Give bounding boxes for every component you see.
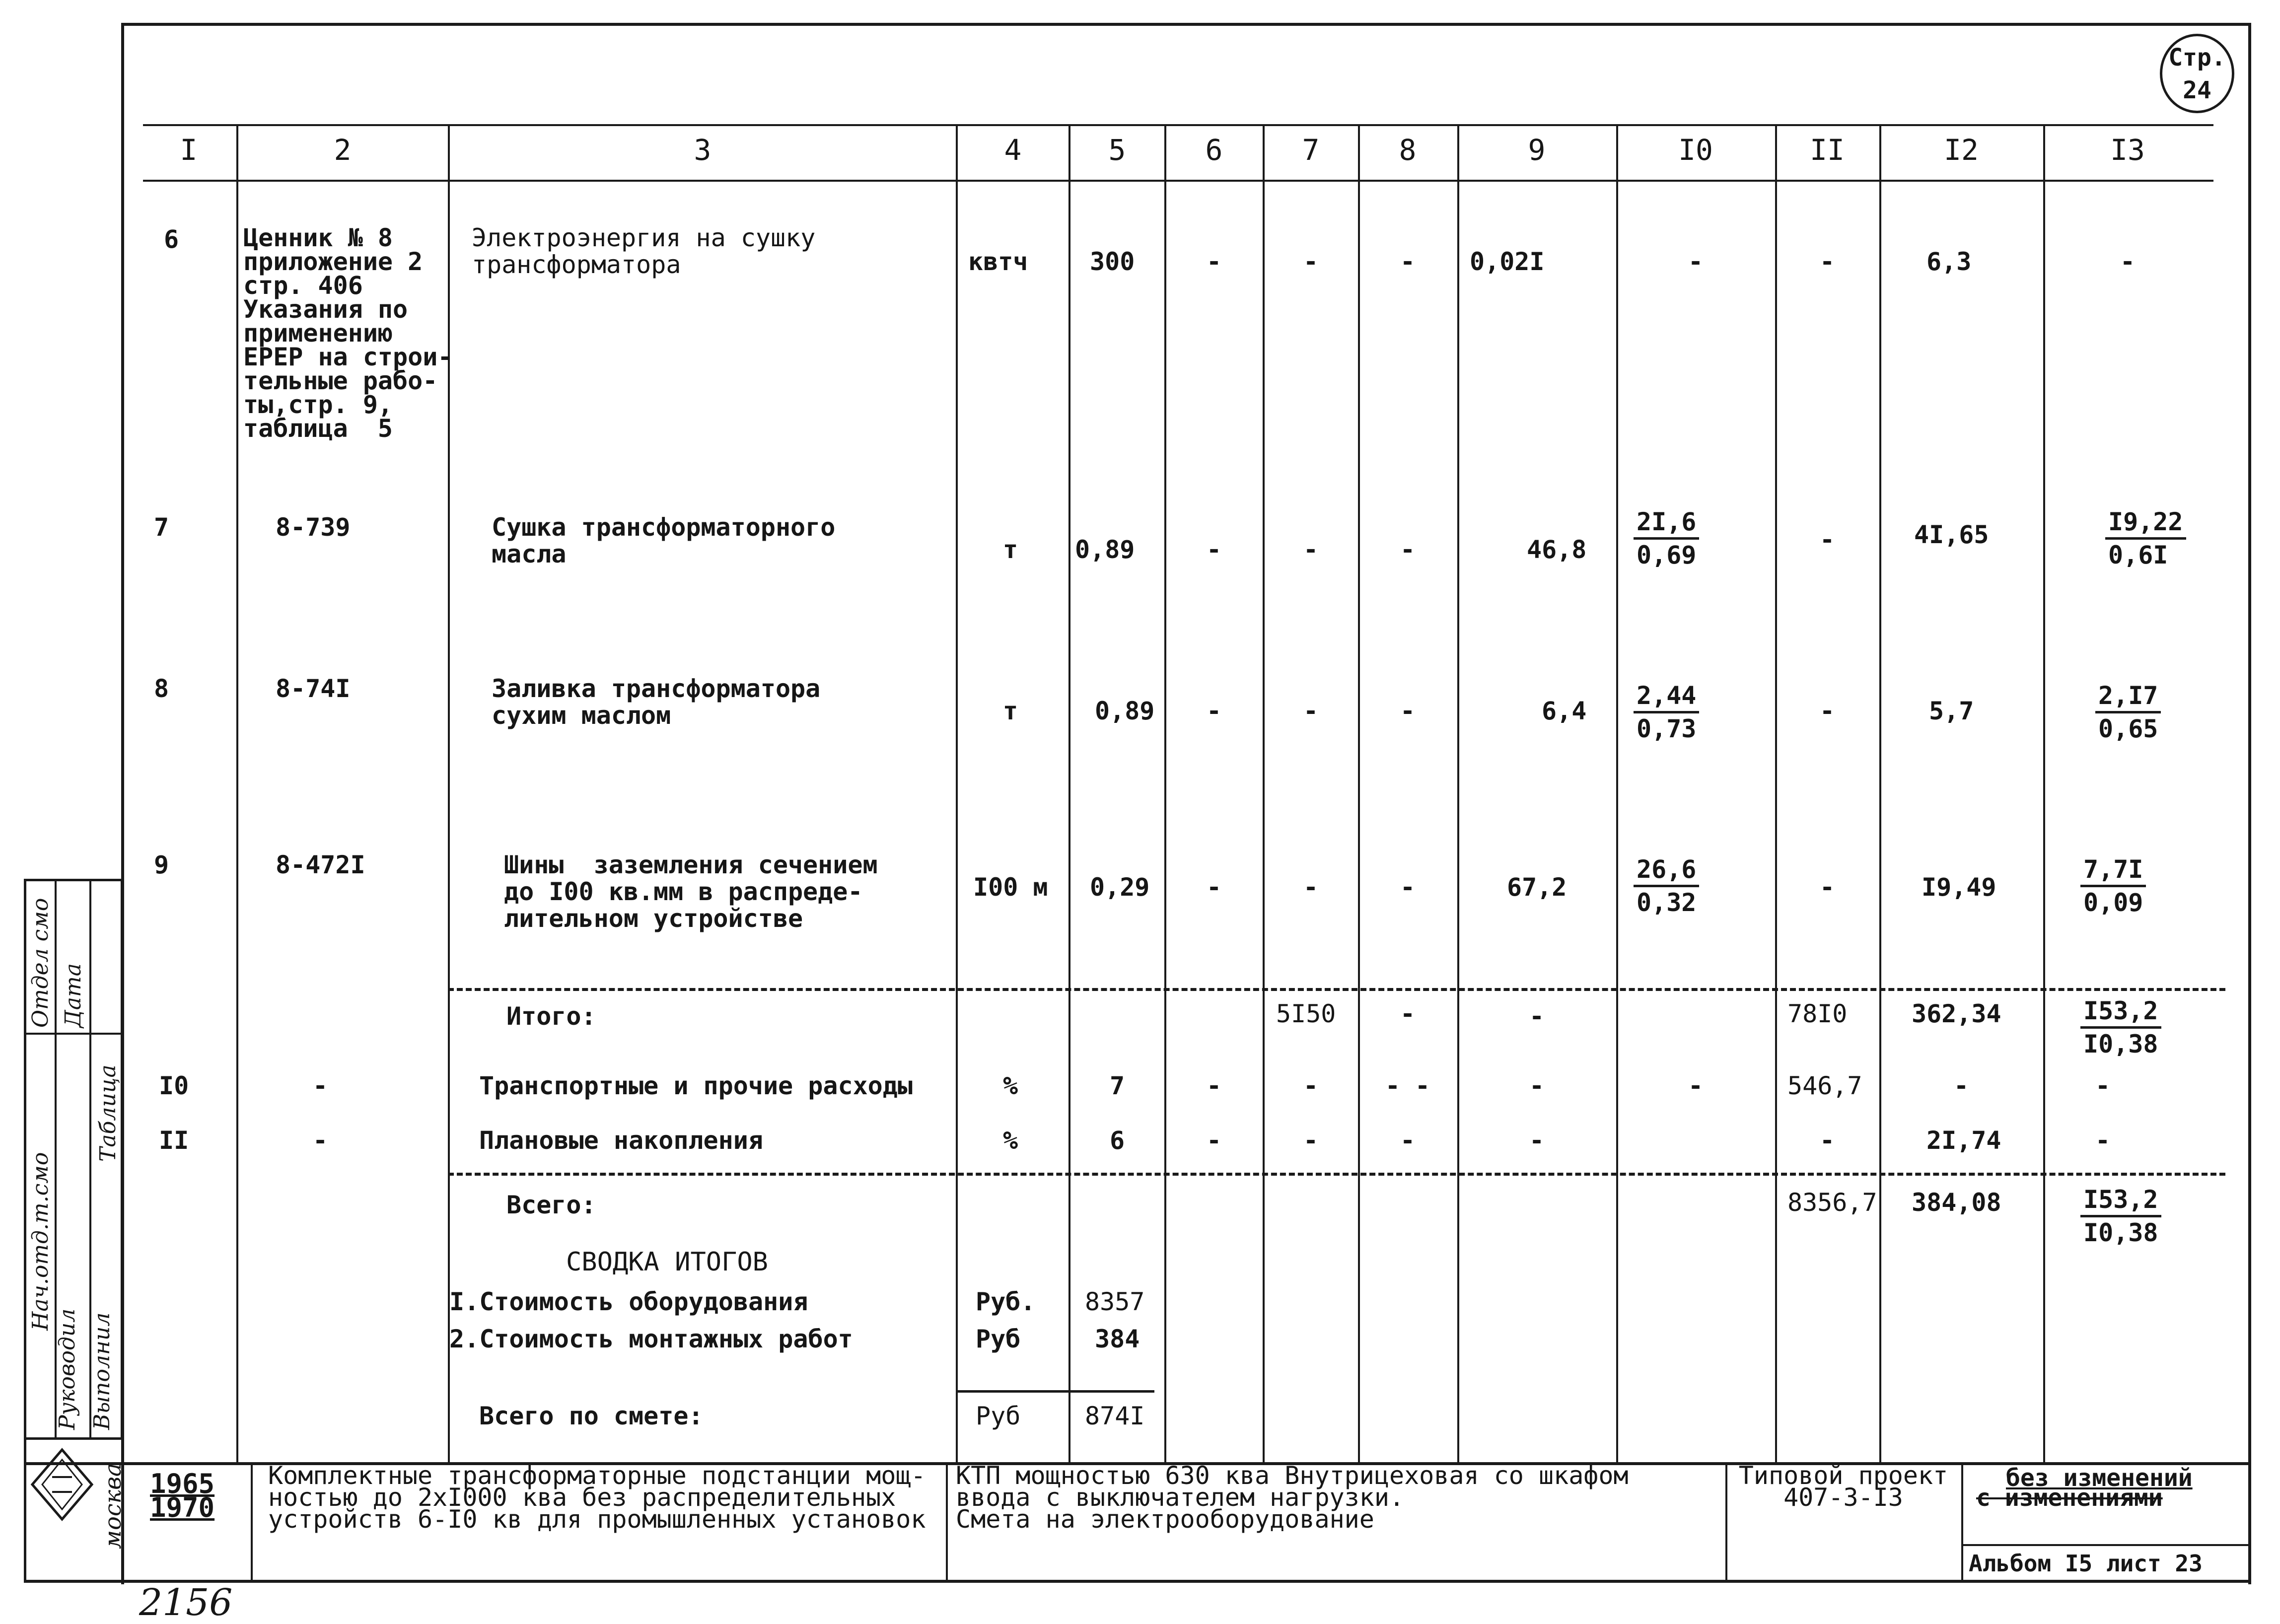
row-name: Сушка трансформаторного масла [492,513,836,568]
col-line [1358,124,1360,1462]
col-header-5: 5 [1108,133,1126,167]
summary-line2: 2.Стоимость монтажных работ [449,1325,853,1353]
row-name: Заливка трансформатора сухим маслом [492,674,821,730]
cell-10: - [1688,1071,1704,1100]
cell-12: 2I,74 [1926,1126,2001,1155]
sheet-number: 2156 [139,1581,233,1624]
cell-13-bottom: 0,09 [2083,888,2143,917]
itogo-col11: 78I0 [1787,999,1848,1028]
stamp-bottom-line [24,1580,2251,1583]
cell-13-bottom: 0,65 [2098,714,2158,743]
stamp-line [1961,1462,1963,1581]
row-qty: 6 [1110,1126,1125,1155]
col-line [1775,124,1777,1462]
side-label-done: Выполнил [89,1312,115,1430]
itogo-col12: 362,34 [1912,999,2001,1028]
stamp-title: Комплектные трансформаторные подстанции мощ- ностью до 2xI000 ква без распределительных устройств 6-I0 кв для промышленных установок [268,1461,926,1534]
summary-total-line [956,1390,1154,1393]
cell-13-top: 2,I7 [2095,680,2161,713]
cell-11: - [1819,525,1835,554]
cell-10-top: 26,6 [1634,854,1699,887]
cell-11: - [1819,697,1835,725]
cell-10-fraction [1634,680,1699,744]
row-name: Плановые накопления [479,1126,763,1155]
col-line [1263,124,1265,1462]
cell-6: - [1206,873,1222,902]
cell-12: - [1953,1071,1969,1100]
cell-6: - [1206,1071,1222,1100]
col-line [1164,124,1166,1462]
cell-6: - [1206,697,1222,725]
col-header-1: I [180,133,198,167]
stamp-line [1961,1544,2251,1546]
itogo-col13-fraction [2080,995,2161,1059]
cell-11: 546,7 [1787,1071,1862,1100]
header-bottom-line [143,180,2213,182]
row-number: 9 [154,850,169,879]
col-header-8: 8 [1399,133,1417,167]
cell-13-bottom: 0,6I [2108,541,2168,569]
side-label-dept: Отдел смо [28,898,53,1028]
row-reference: - [313,1126,328,1155]
row-number: 7 [154,513,169,542]
stamp-project: Типовой проект 407-3-I3 [1738,1461,1948,1512]
row-name: Транспортные и прочие расходы [479,1071,913,1100]
row-number: 6 [164,225,179,254]
cell-6: - [1206,1126,1222,1155]
side-label-table: Таблица [95,1064,121,1162]
col-line [956,124,958,1462]
summary-line1: I.Стоимость оборудования [449,1287,808,1316]
cell-7: - [1303,1071,1319,1100]
cell-13-top: 7,7I [2080,854,2146,887]
cell-13-fraction [2095,680,2161,744]
cell-10-fraction [1634,854,1699,918]
cell-7: - [1303,247,1319,276]
side-label-head: Нач.отд.т.смо [28,1152,53,1331]
stamp-status-2: с изменениями [1976,1484,2163,1512]
summary-total-label: Всего по смете: [479,1402,704,1430]
cell-12: I9,49 [1922,873,1996,902]
cell-12: 4I,65 [1914,520,1989,549]
cell-10-top: 2I,6 [1634,506,1699,540]
cell-13-fraction [2080,854,2146,918]
itogo-col13-top: I53,2 [2080,995,2161,1029]
cell-10-bottom: 0,69 [1637,541,1697,569]
cell-9: 67,2 [1507,873,1567,902]
row-reference: - [313,1071,328,1100]
cell-10-bottom: 0,32 [1637,888,1697,917]
stamp-years: 1965 1970 [150,1468,215,1523]
cell-12: 6,3 [1926,247,1972,276]
col-header-7: 7 [1302,133,1320,167]
stamp-subject: КТП мощностью 630 ква Внутрицеховая со шкафом ввода с выключателем нагрузки. Смета на электрооборудование [956,1461,1629,1534]
col-header-6: 6 [1205,133,1223,167]
itogo-col7: 5I50 [1276,999,1336,1028]
cell-9: 46,8 [1527,535,1587,564]
row-unit: % [1003,1126,1018,1155]
cell-8: - [1400,873,1416,902]
col-header-9: 9 [1528,133,1546,167]
row-number: I0 [159,1071,189,1100]
col-line [1069,124,1070,1462]
col-line [1616,124,1618,1462]
cell-10-fraction [1634,506,1699,570]
cell-9: 0,02I [1470,247,1545,276]
row-qty: 0,89 [1095,697,1155,725]
row-name: Шины заземления сечением до I00 кв.мм в распреде- лительном устройстве [504,850,878,933]
col-header-4: 4 [1004,133,1022,167]
row-qty: 300 [1090,247,1135,276]
page-label: Стр. 24 [2160,34,2234,113]
vsego-col11: 8356,7 [1787,1188,1877,1217]
col-line [1879,124,1881,1462]
row-reference: 8-74I [276,674,351,703]
col-header-11: II [1810,133,1845,167]
stamp-status-1: без изменений [2006,1464,2193,1492]
cell-9: - [1529,1126,1545,1155]
col-header-13: I3 [2110,133,2145,167]
cell-13-top: I9,22 [2105,506,2186,540]
cell-6: - [1206,247,1222,276]
cell-13: - [2120,247,2136,276]
cell-8: - [1400,1126,1416,1155]
cell-6: - [1206,535,1222,564]
col-header-2: 2 [334,133,352,167]
cell-11: - [1819,247,1835,276]
row-number: 8 [154,674,169,703]
cell-8: - [1400,247,1416,276]
vsego-col12: 384,08 [1912,1188,2001,1217]
cell-7: - [1303,697,1319,725]
summary-line1-unit: Руб. [976,1287,1036,1316]
row-unit: квтч [968,247,1028,276]
institute-logo-icon [30,1447,94,1522]
row-qty: 0,89 [1075,535,1135,564]
cell-11: - [1819,873,1835,902]
col-header-3: 3 [694,133,712,167]
vsego-col13-fraction [2080,1184,2161,1248]
cell-12: 5,7 [1929,697,1974,725]
stamp-line [24,1440,26,1581]
cell-10-bottom: 0,73 [1637,714,1697,743]
summary-line2-value: 384 [1095,1325,1140,1353]
stamp-line [251,1462,253,1581]
cell-7: - [1303,873,1319,902]
cell-11: - [1819,1126,1835,1155]
row-reference: Ценник № 8 приложение 2 стр. 406 Указания по применению ЕРЕР на строи- тельные рабо- ты,стр. 9, таблица 5 [243,223,453,443]
row-unit: I00 м [973,873,1048,902]
row-reference: 8-739 [276,513,351,542]
itogo-label: Итого: [506,1002,596,1031]
col-header-10: I0 [1678,133,1713,167]
header-top-line [143,124,2213,126]
summary-title: СВОДКА ИТОГОВ [566,1247,768,1277]
summary-line2-unit: Руб [976,1325,1021,1353]
col-line [236,124,238,1462]
side-label-date: Дата [61,963,86,1028]
row-unit: т [1003,535,1018,564]
vsego-col13-bottom: I0,38 [2083,1218,2158,1247]
cell-7: - [1303,535,1319,564]
vsego-label: Всего: [506,1191,596,1219]
itogo-col9: - [1529,1002,1545,1031]
cell-8: - - [1385,1071,1430,1100]
summary-total-unit: Руб [976,1402,1021,1430]
col-line [2043,124,2045,1462]
itogo-col8: - [1400,999,1416,1028]
dashed-separator [448,1173,2225,1176]
row-unit: % [1003,1071,1018,1100]
row-reference: 8-472I [276,850,365,879]
cell-7: - [1303,1126,1319,1155]
summary-total-value: 874I [1085,1402,1145,1430]
row-qty: 7 [1110,1071,1125,1100]
side-label-lead: Руководил [55,1308,80,1430]
itogo-col13-bottom: I0,38 [2083,1030,2158,1059]
row-qty: 0,29 [1090,873,1150,902]
cell-10: - [1688,247,1704,276]
row-number: II [159,1126,189,1155]
col-line [1457,124,1459,1462]
cell-9: - [1529,1071,1545,1100]
cell-13: - [2095,1126,2111,1155]
cell-9: 6,4 [1542,697,1587,725]
cell-10-top: 2,44 [1634,680,1699,713]
row-unit: т [1003,697,1018,725]
stamp-album: Альбом I5 лист 23 [1969,1550,2203,1577]
stamp-line [946,1462,948,1581]
summary-line1-value: 8357 [1085,1287,1145,1316]
cell-8: - [1400,697,1416,725]
approval-strip-line [24,1033,123,1035]
cell-13-fraction [2105,506,2186,570]
cell-8: - [1400,535,1416,564]
vsego-col13-top: I53,2 [2080,1184,2161,1217]
cell-13: - [2095,1071,2111,1100]
row-name: Электроэнергия на сушку трансформатора [472,223,816,279]
stamp-city: москва [99,1463,126,1549]
dashed-separator [448,988,2225,991]
col-header-12: I2 [1944,133,1979,167]
